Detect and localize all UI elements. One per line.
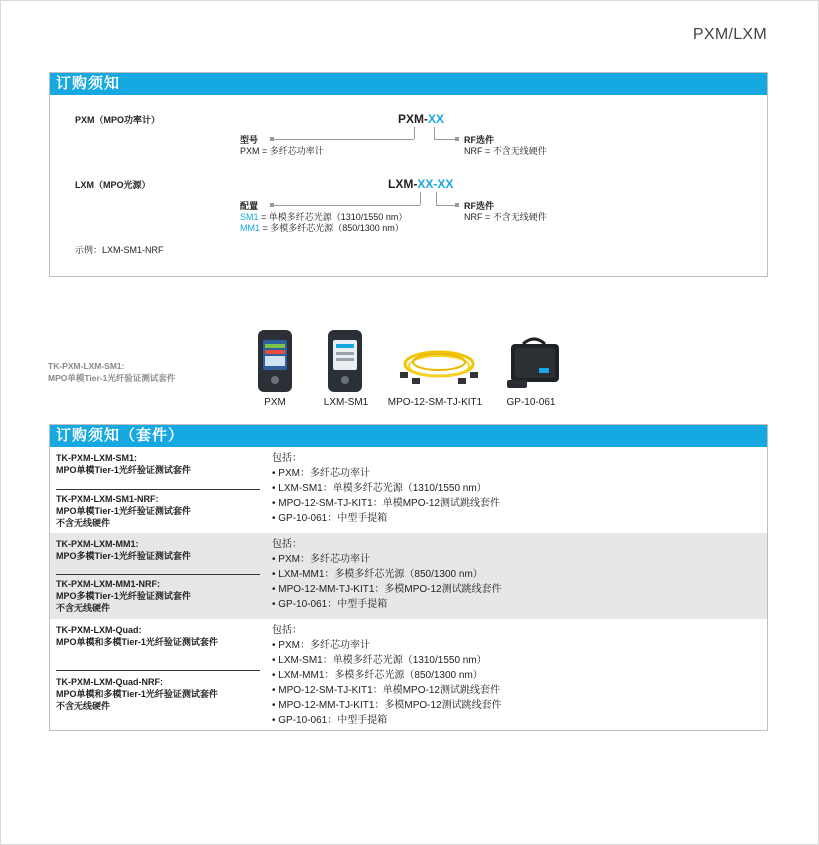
lxm-rf-desc: NRF = 不含无线硬件 bbox=[464, 212, 547, 222]
lxm-mm1-line: MM1 = 多模多纤芯光源（850/1300 nm） bbox=[240, 223, 404, 233]
pxm-model-desc: PXM = 多纤芯功率计 bbox=[240, 146, 324, 156]
kit-group-mm1 bbox=[50, 533, 767, 619]
kit-includes: 包括： • PXM：多纤芯功率计 • LXM-SM1：单模多纤芯光源（1310/1550 nm） • LXM-MM1：多模多纤芯光源（850/1300 nm） • MPO-12-SM-TJ-KIT1：单模MPO-12测试跳线套件 • MPO-12-MM-TJ-KIT1：多模MPO-12测试跳线套件 • GP-10-061：中型手提箱 bbox=[272, 625, 502, 726]
pxm-rf-title: RF选件 bbox=[464, 135, 494, 145]
kit-includes: 包括： • PXM：多纤芯功率计 • LXM-SM1：单模多纤芯光源（1310/1550 nm） • MPO-12-SM-TJ-KIT1：单模MPO-12测试跳线套件 • GP-10-061：中型手提箱 bbox=[272, 453, 500, 524]
kit-item-caption: GP-10-061 bbox=[506, 397, 556, 408]
kit-group-quad bbox=[50, 619, 767, 730]
pxm-label: PXM（MPO功率计） bbox=[75, 115, 161, 125]
ordering-example: 示例：LXM-SM1-NRF bbox=[75, 245, 164, 255]
pxm-model-title: 型号 bbox=[240, 135, 259, 145]
kit-item-caption: LXM-SM1 bbox=[323, 397, 369, 408]
fiber-cable-icon bbox=[398, 342, 480, 390]
lxm-rf-title: RF选件 bbox=[464, 201, 494, 211]
kit-name: TK-PXM-LXM-MM1: MPO多模Tier-1光纤验证测试套件 bbox=[56, 539, 191, 561]
kit-name: TK-PXM-LXM-Quad: MPO单模和多模Tier-1光纤验证测试套件 bbox=[56, 625, 218, 647]
power-meter-icon bbox=[258, 330, 292, 392]
kit-name: TK-PXM-LXM-MM1-NRF: MPO多模Tier-1光纤验证测试套件 不含无线硬件 bbox=[56, 579, 191, 613]
kit-name: TK-PXM-LXM-SM1-NRF: MPO单模Tier-1光纤验证测试套件 不含无线硬件 bbox=[56, 494, 191, 528]
kit-ordering-section bbox=[49, 424, 768, 731]
lxm-config-title: 配置 bbox=[240, 201, 259, 211]
lxm-sm1-line: SM1 = 单模多纤芯光源（1310/1550 nm） bbox=[240, 212, 408, 222]
kit-item-caption: MPO-12-SM-TJ-KIT1 bbox=[387, 397, 483, 408]
kit-item-caption: PXM bbox=[264, 397, 286, 408]
lxm-label: LXM（MPO光源） bbox=[75, 180, 151, 190]
kit-preview-label: TK-PXM-LXM-SM1: MPO单模Tier-1光纤验证测试套件 bbox=[48, 361, 176, 383]
kit-name: TK-PXM-LXM-Quad-NRF: MPO单模和多模Tier-1光纤验证测试套件 不含无线硬件 bbox=[56, 677, 218, 711]
pxm-code: PXM-XX bbox=[398, 112, 445, 126]
ordering-info-section bbox=[49, 72, 768, 277]
kit-group-sm1 bbox=[50, 447, 767, 533]
kit-ordering-title: 订购须知（套件） bbox=[50, 425, 767, 447]
kit-includes: 包括： • PXM：多纤芯功率计 • LXM-MM1：多模多纤芯光源（850/1300 nm） • MPO-12-MM-TJ-KIT1：多模MPO-12测试跳线套件 • GP-10-061：中型手提箱 bbox=[272, 539, 502, 610]
pxm-rf-desc: NRF = 不含无线硬件 bbox=[464, 146, 547, 156]
light-source-icon bbox=[328, 330, 362, 392]
lxm-code: LXM-XX-XX bbox=[388, 177, 454, 191]
ordering-info-title: 订购须知 bbox=[50, 73, 767, 95]
page-header-title: PXM/LXM bbox=[692, 26, 767, 43]
carrying-case-icon bbox=[505, 334, 563, 392]
kit-name: TK-PXM-LXM-SM1: MPO单模Tier-1光纤验证测试套件 bbox=[56, 453, 191, 475]
